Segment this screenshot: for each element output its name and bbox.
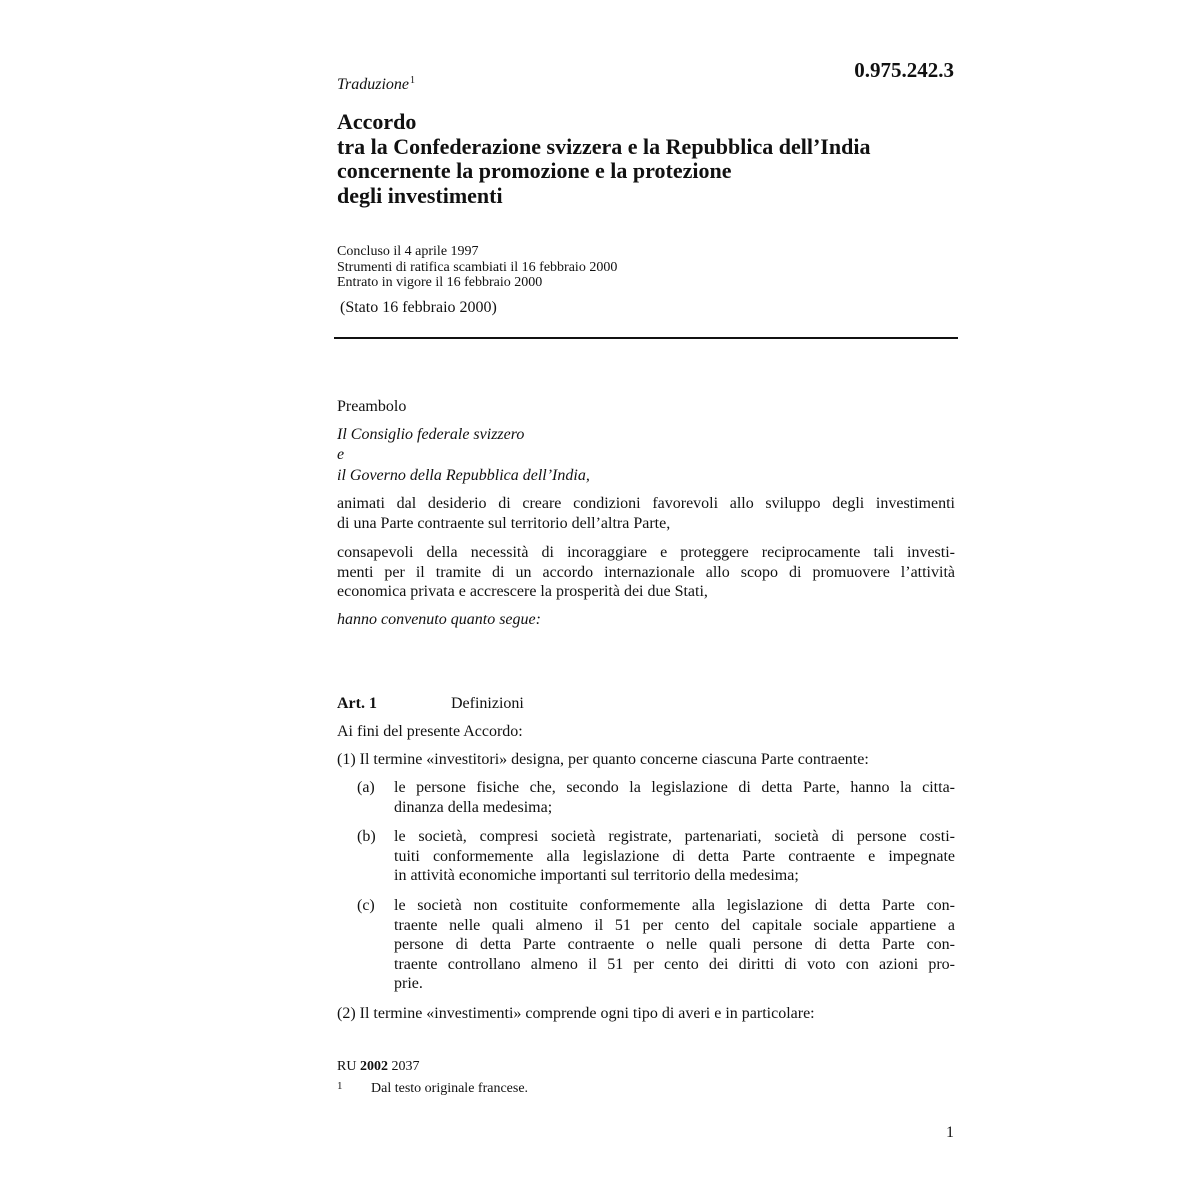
translation-label [337, 75, 415, 94]
article-title: Definizioni [451, 695, 524, 712]
item-label: (b) [357, 828, 376, 845]
definition-item-c [337, 896, 955, 996]
footnote-ref[interactable]: 1 [410, 75, 416, 86]
item-line: le società, compresi società registrate, partenariati, società di persone costi- [394, 828, 955, 845]
status-date: (Stato 16 febbraio 2000) [340, 299, 497, 316]
definition-item-b [337, 827, 955, 887]
item-text [394, 896, 955, 994]
footnote-text: Dal testo originale francese. [371, 1081, 529, 1096]
item-line: traente controllano almeno il 51 per cento dei diritti di voto con azioni pro- [394, 955, 955, 973]
preamble-heading: Preambolo [337, 398, 407, 415]
article-clause-2: (2) Il termine «investimenti» comprende ogni tipo di averi e in particolare: [337, 1005, 815, 1022]
title-line: degli investimenti [337, 182, 503, 208]
item-label: (a) [357, 779, 375, 796]
title-line: Accordo [337, 109, 417, 134]
item-line: prie. [394, 975, 423, 992]
item-line: traente nelle quali almeno il 51 per cento del capitale sociale appartiene a [394, 916, 955, 934]
item-line: dinanza della medesima; [394, 798, 553, 816]
title-line: tra la Confederazione svizzera e la Repubblica dell’India [337, 133, 871, 159]
concluded-date: Concluso il 4 aprile 1997 [337, 244, 479, 259]
ru-page: 2037 [391, 1059, 420, 1074]
in-force-date: Entrato in vigore il 16 febbraio 2000 [337, 275, 543, 290]
ratification-date: Strumenti di ratifica scambiati il 16 febbraio 2000 [337, 259, 618, 275]
preamble-conjunction: e [337, 446, 345, 463]
preamble-closing: hanno convenuto quanto segue: [337, 611, 541, 628]
preamble-paragraph-2 [337, 543, 955, 602]
title-line: concernente la promozione e la protezione [337, 158, 732, 183]
paragraph-line: menti per il tramite di un accordo internazionale allo scopo di promuovere l’attività [337, 563, 955, 581]
item-text [394, 827, 955, 886]
preamble-party-2: il Governo della Repubblica dell’India, [337, 467, 590, 484]
item-label: (c) [357, 897, 375, 914]
article-clause-1: (1) Il termine «investitori» designa, per quanto concerne ciascuna Parte contraente: [337, 751, 869, 768]
ru-prefix: RU [337, 1059, 357, 1074]
footnote [337, 1080, 528, 1097]
footnote-mark: 1 [337, 1080, 343, 1092]
paragraph-line: di una Parte contraente sul territorio dell’altra Parte, [337, 514, 671, 532]
item-line: le persone fisiche che, secondo la legislazione di detta Parte, hanno la citta- [394, 779, 955, 796]
header-divider [334, 337, 958, 339]
page-number: 1 [946, 1124, 954, 1141]
preamble-party-1: Il Consiglio federale svizzero [337, 426, 525, 443]
document-title [337, 110, 957, 208]
paragraph-line: consapevoli della necessità di incoraggiare e proteggere reciprocamente tali investi- [337, 544, 955, 561]
item-line: tuiti conformemente alla legislazione di detta Parte contraente e impegnate [394, 847, 955, 865]
item-text [394, 778, 955, 817]
ru-year: 2002 [359, 1059, 388, 1074]
paragraph-line: animati dal desiderio di creare condizioni favorevoli allo sviluppo degli investimenti [337, 495, 955, 512]
paragraph-line: economica privata e accrescere la prosperità dei due Stati, [337, 583, 708, 600]
article-intro: Ai fini del presente Accordo: [337, 723, 523, 740]
document-meta [337, 244, 617, 291]
ru-reference [337, 1059, 419, 1075]
article-heading [337, 694, 955, 714]
translation-text: Traduzione [337, 76, 410, 93]
preamble-paragraph-1 [337, 494, 955, 533]
item-line: in attività economiche importanti sul territorio della medesima; [394, 867, 799, 884]
systematic-number: 0.975.242.3 [854, 58, 954, 82]
item-line: le società non costituite conformemente alla legislazione di detta Parte con- [394, 897, 955, 914]
article-number: Art. 1 [337, 695, 377, 712]
definition-item-a [337, 778, 955, 818]
item-line: persone di detta Parte contraente o nelle quali persone di detta Parte con- [394, 936, 955, 953]
